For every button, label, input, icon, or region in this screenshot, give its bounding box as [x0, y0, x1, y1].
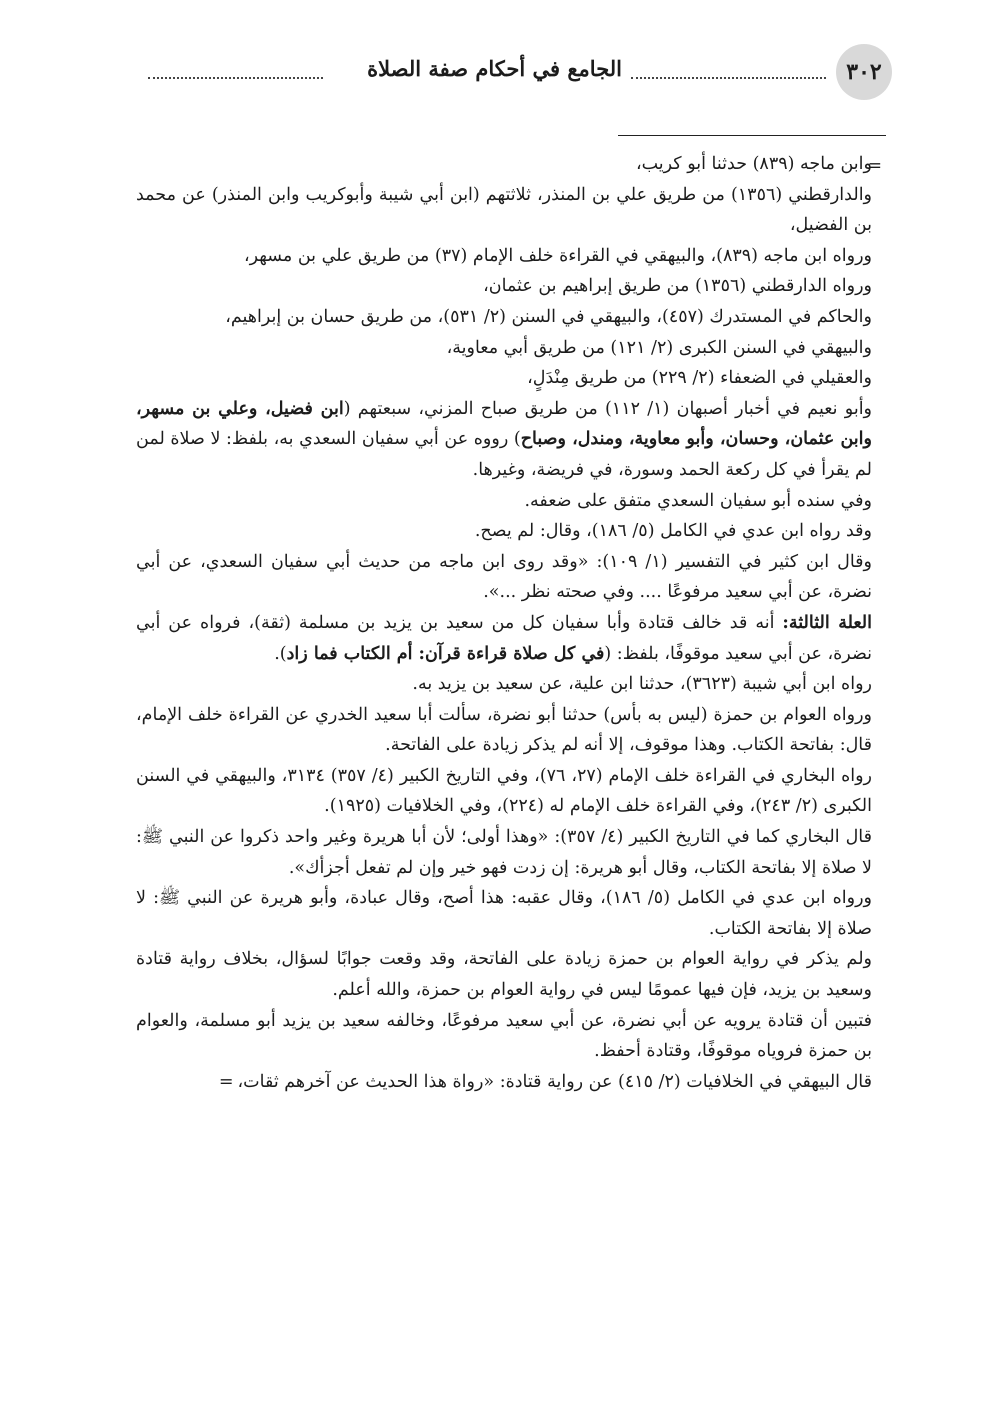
paragraph-8: وأبو نعيم في أخبار أصبهان (١/ ١١٢) من طريق صباح المزني، سبعتهم (ابن فضيل، وعلي بن مسهر، وابن عثمان، وحسان، وأبو معاوية، ومندل، وصباح) رووه عن أبي سفيان السعدي به، بلفظ: لا صلاة لمن لم يقرأ في كل ركعة الحمد وسورة، في فريضة، وغيرها.: [136, 398, 873, 480]
page-number-badge: [836, 44, 892, 100]
paragraph-10: وقد رواه ابن عدي في الكامل (٥/ ١٨٦)، وقال: لم يصح.: [474, 521, 872, 542]
book-title: الجامع في أحكام صفة الصلاة: [367, 56, 622, 81]
paragraph-11: وقال ابن كثير في التفسير (١/ ١٠٩): «وقد روى ابن ماجه من حديث أبي سفيان السعدي، عن أبي نضرة، عن أبي سعيد مرفوعًا .... وفي صحته نظر ...».: [136, 551, 873, 603]
wording-bold: في كل صلاة قراءة قرآن: أم الكتاب فما زاد: [286, 643, 605, 664]
continuation-mark-bottom: =: [218, 1071, 234, 1092]
header-dotted-leader-left: [148, 77, 323, 79]
paragraph-9: وفي سنده أبو سفيان السعدي متفق على ضعفه.: [524, 490, 872, 511]
running-header: [140, 44, 892, 106]
footnote-separator-rule: [618, 135, 886, 136]
paragraph-15: رواه البخاري في القراءة خلف الإمام (٢٧، ٧٦)، وفي التاريخ الكبير (٤/ ٣٥٧) ٣١٣٤، والبيهقي في السنن الكبرى (٢/ ٢٤٣)، وفي القراءة خلف الإمام له (٢٢٤)، وفي الخلافيات (١٩٢٥).: [136, 765, 872, 817]
paragraph-20: قال البيهقي في الخلافيات (٢/ ٤١٥) عن رواية قتادة: «رواة هذا الحديث عن آخرهم ثقات،=: [218, 1071, 872, 1092]
paragraph-13: رواه ابن أبي شيبة (٣٦٢٣)، حدثنا ابن علية، عن سعيد بن يزيد به.: [412, 674, 872, 695]
footnote-text-body: [136, 149, 872, 1097]
paragraph-2: والدارقطني (١٣٥٦) من طريق علي بن المنذر، ثلاثتهم (ابن أبي شيبة وأبوكريب وابن المنذر) عن محمد بن الفضيل،: [136, 184, 873, 236]
paragraph-7: والعقيلي في الضعفاء (٢/ ٢٢٩) من طريق مِنْدَلٍ،: [527, 368, 872, 389]
header-dotted-leader-right: [631, 77, 826, 79]
paragraph-4: ورواه الدارقطني (١٣٥٦) من طريق إبراهيم بن عثمان،: [483, 276, 872, 297]
paragraph-19: فتبين أن قتادة يرويه عن أبي نضرة، عن أبي سعيد مرفوعًا، وخالفه سعيد بن يزيد أبو مسلمة، والعوام بن حمزة فروياه موقوفًا، وقتادة أحفظ.: [136, 1010, 872, 1062]
paragraph-17: ورواه ابن عدي في الكامل (٥/ ١٨٦)، وقال عقبه: هذا أصح، وقال عبادة، وأبو هريرة عن النبي ﷺ: لا صلاة إلا بفاتحة الكتاب.: [136, 888, 872, 939]
paragraph-18: ولم يذكر في رواية العوام بن حمزة زيادة على الفاتحة، وقد وقعت جوابًا لسؤال، بخلاف رواية قتادة وسعيد بن يزيد، فإن فيها عمومًا ليس في رواية العوام بن حمزة، والله أعلم.: [136, 949, 872, 1001]
third-defect-heading: العلة الثالثة:: [782, 612, 873, 633]
paragraph-1: وابن ماجه (٨٣٩) حدثنا أبو كريب،: [635, 154, 872, 174]
continuation-mark-top: =: [867, 156, 882, 176]
page-number: ٣٠٢: [846, 59, 882, 85]
narrators-list-bold: ابن فضيل، وعلي بن مسهر، وابن عثمان، وحسان، وأبو معاوية، ومندل، وصباح: [136, 398, 872, 450]
paragraph-16: قال البخاري كما في التاريخ الكبير (٤/ ٣٥٧): «وهذا أولى؛ لأن أبا هريرة وغير واحد ذكروا عن النبي ﷺ: لا صلاة إلا بفاتحة الكتاب، وقال أبو هريرة: إن زدت فهو خير وإن لم تفعل أجزأك».: [136, 827, 872, 878]
paragraph-14: ورواه العوام بن حمزة (ليس به بأس) حدثنا أبو نضرة، سألت أبا سعيد الخدري عن القراءة خلف الإمام، قال: بفاتحة الكتاب. وهذا موقوف، إلا أنه لم يذكر زيادة على الفاتحة.: [136, 704, 872, 756]
paragraph-6: والبيهقي في السنن الكبرى (٢/ ١٢١) من طريق أبي معاوية،: [446, 337, 872, 358]
paragraph-12: العلة الثالثة: أنه قد خالف قتادة وأبا سفيان كل من سعيد بن يزيد بن مسلمة (ثقة)، فرواه عن أبي نضرة، عن أبي سعيد موقوفًا، بلفظ: (في كل صلاة قراءة قرآن: أم الكتاب فما زاد).: [136, 612, 873, 664]
paragraph-3: ورواه ابن ماجه (٨٣٩)، والبيهقي في القراءة خلف الإمام (٣٧) من طريق علي بن مسهر،: [243, 245, 872, 266]
paragraph-5: والحاكم في المستدرك (٤٥٧)، والبيهقي في السنن (٢/ ٥٣١)، من طريق حسان بن إبراهيم،: [225, 306, 872, 327]
